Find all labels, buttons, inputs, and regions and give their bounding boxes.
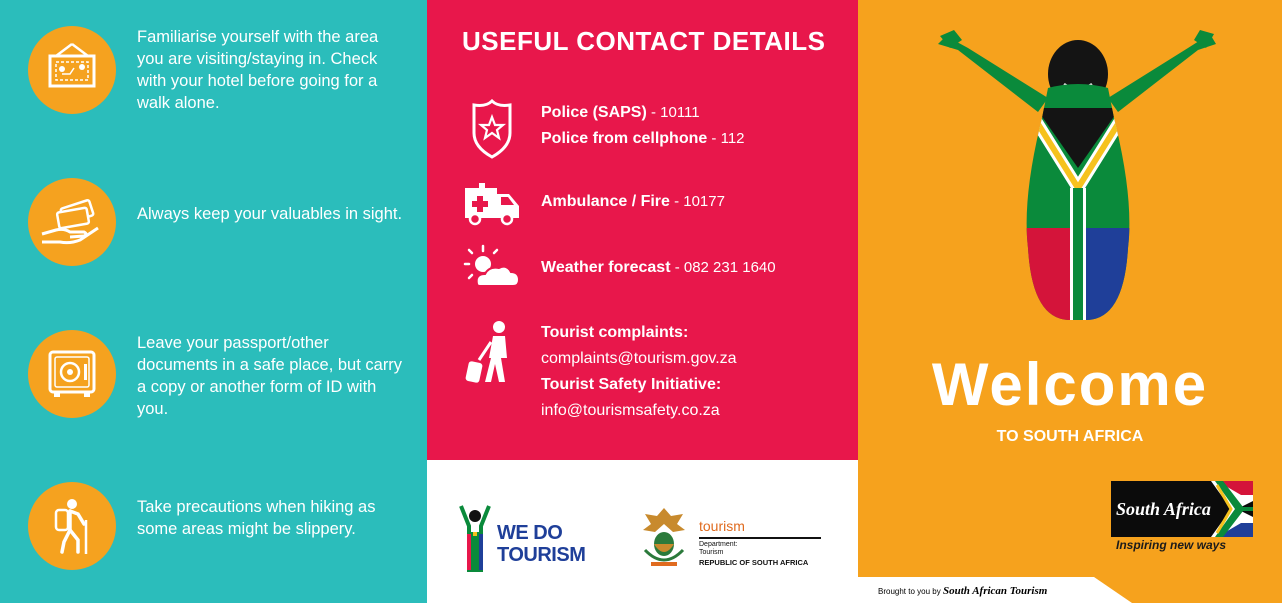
tourist-complaints-label: Tourist complaints: bbox=[541, 324, 689, 341]
brought-to-you-by bbox=[878, 585, 1047, 597]
dept-divider bbox=[699, 537, 821, 539]
department-tourism-logo bbox=[639, 506, 839, 576]
we-do-line2: TOURISM bbox=[497, 544, 586, 566]
ambulance-label: Ambulance / Fire bbox=[541, 193, 670, 210]
contact-police bbox=[461, 97, 846, 159]
we-do-tourism-figure-icon bbox=[459, 504, 499, 574]
hiker-icon bbox=[28, 482, 116, 570]
contact-weather bbox=[461, 238, 846, 300]
weather-label: Weather forecast bbox=[541, 259, 671, 276]
tip-passport bbox=[28, 330, 423, 420]
tip-text: Familiarise yourself with the area you are visiting/staying in. Check with your hotel before going for a walk alone. bbox=[137, 28, 379, 112]
cellphone-police-label: Police from cellphone bbox=[541, 130, 708, 147]
logos-strip bbox=[427, 460, 858, 603]
tip-text: Take precautions when hiking as some areas might be slippery. bbox=[137, 498, 376, 538]
dept-line2: Tourism bbox=[699, 549, 724, 556]
we-do-tourism-logo bbox=[459, 504, 586, 574]
police-badge-icon bbox=[461, 97, 523, 159]
dept-name: tourism bbox=[699, 518, 745, 534]
tagline: Inspiring new ways bbox=[1116, 538, 1227, 552]
tourist-complaints-email[interactable]: complaints@tourism.gov.za bbox=[541, 350, 737, 367]
tip-valuables bbox=[28, 178, 423, 266]
police-line bbox=[541, 100, 745, 126]
dept-line1: Department: bbox=[699, 541, 738, 548]
contact-details-panel bbox=[427, 0, 858, 460]
welcome-title: Welcome bbox=[931, 351, 1209, 418]
contact-details-title: USEFUL CONTACT DETAILS bbox=[462, 26, 826, 56]
dept-line3: REPUBLIC OF SOUTH AFRICA bbox=[699, 558, 809, 567]
traveler-luggage-icon bbox=[461, 320, 523, 382]
safe-icon bbox=[28, 330, 116, 418]
brought-by-label: Brought to you by bbox=[878, 587, 941, 596]
ambulance-number: - 10177 bbox=[669, 193, 725, 210]
coat-of-arms-icon bbox=[639, 506, 689, 570]
south-africa-logo bbox=[1111, 481, 1253, 537]
police-number: - 10111 bbox=[646, 104, 700, 121]
weather-number: - 082 231 1640 bbox=[670, 259, 776, 276]
police-label: Police (SAPS) bbox=[541, 104, 647, 121]
ambulance-line bbox=[541, 189, 725, 215]
weather-line bbox=[541, 255, 776, 281]
we-do-line1: WE DO bbox=[497, 522, 563, 544]
map-board-icon bbox=[28, 26, 116, 114]
tip-hiking bbox=[28, 482, 423, 570]
money-hand-icon bbox=[28, 178, 116, 266]
tip-text: Always keep your valuables in sight. bbox=[137, 205, 403, 223]
tip-text: Leave your passport/other documents in a safe place, but carry a copy or another form of ID with you. bbox=[137, 334, 403, 418]
south-africa-logo-text: South Africa bbox=[1116, 499, 1211, 519]
cellphone-police-number: - 112 bbox=[707, 130, 745, 147]
cellphone-police-line bbox=[541, 126, 745, 152]
safety-tips-panel bbox=[0, 0, 427, 603]
flag-figure-icon bbox=[928, 28, 1228, 348]
welcome-panel bbox=[858, 0, 1282, 603]
contact-ambulance bbox=[461, 172, 846, 234]
welcome-subtitle: TO SOUTH AFRICA bbox=[996, 428, 1144, 445]
tip-familiarise bbox=[28, 26, 423, 114]
tourist-safety-label: Tourist Safety Initiative: bbox=[541, 376, 722, 393]
brought-by-brand: South African Tourism bbox=[942, 585, 1048, 597]
ambulance-icon bbox=[461, 172, 523, 234]
tourist-safety-email[interactable]: info@tourismsafety.co.za bbox=[541, 402, 720, 419]
contact-tourist bbox=[461, 320, 846, 424]
weather-sun-cloud-icon bbox=[461, 238, 523, 300]
